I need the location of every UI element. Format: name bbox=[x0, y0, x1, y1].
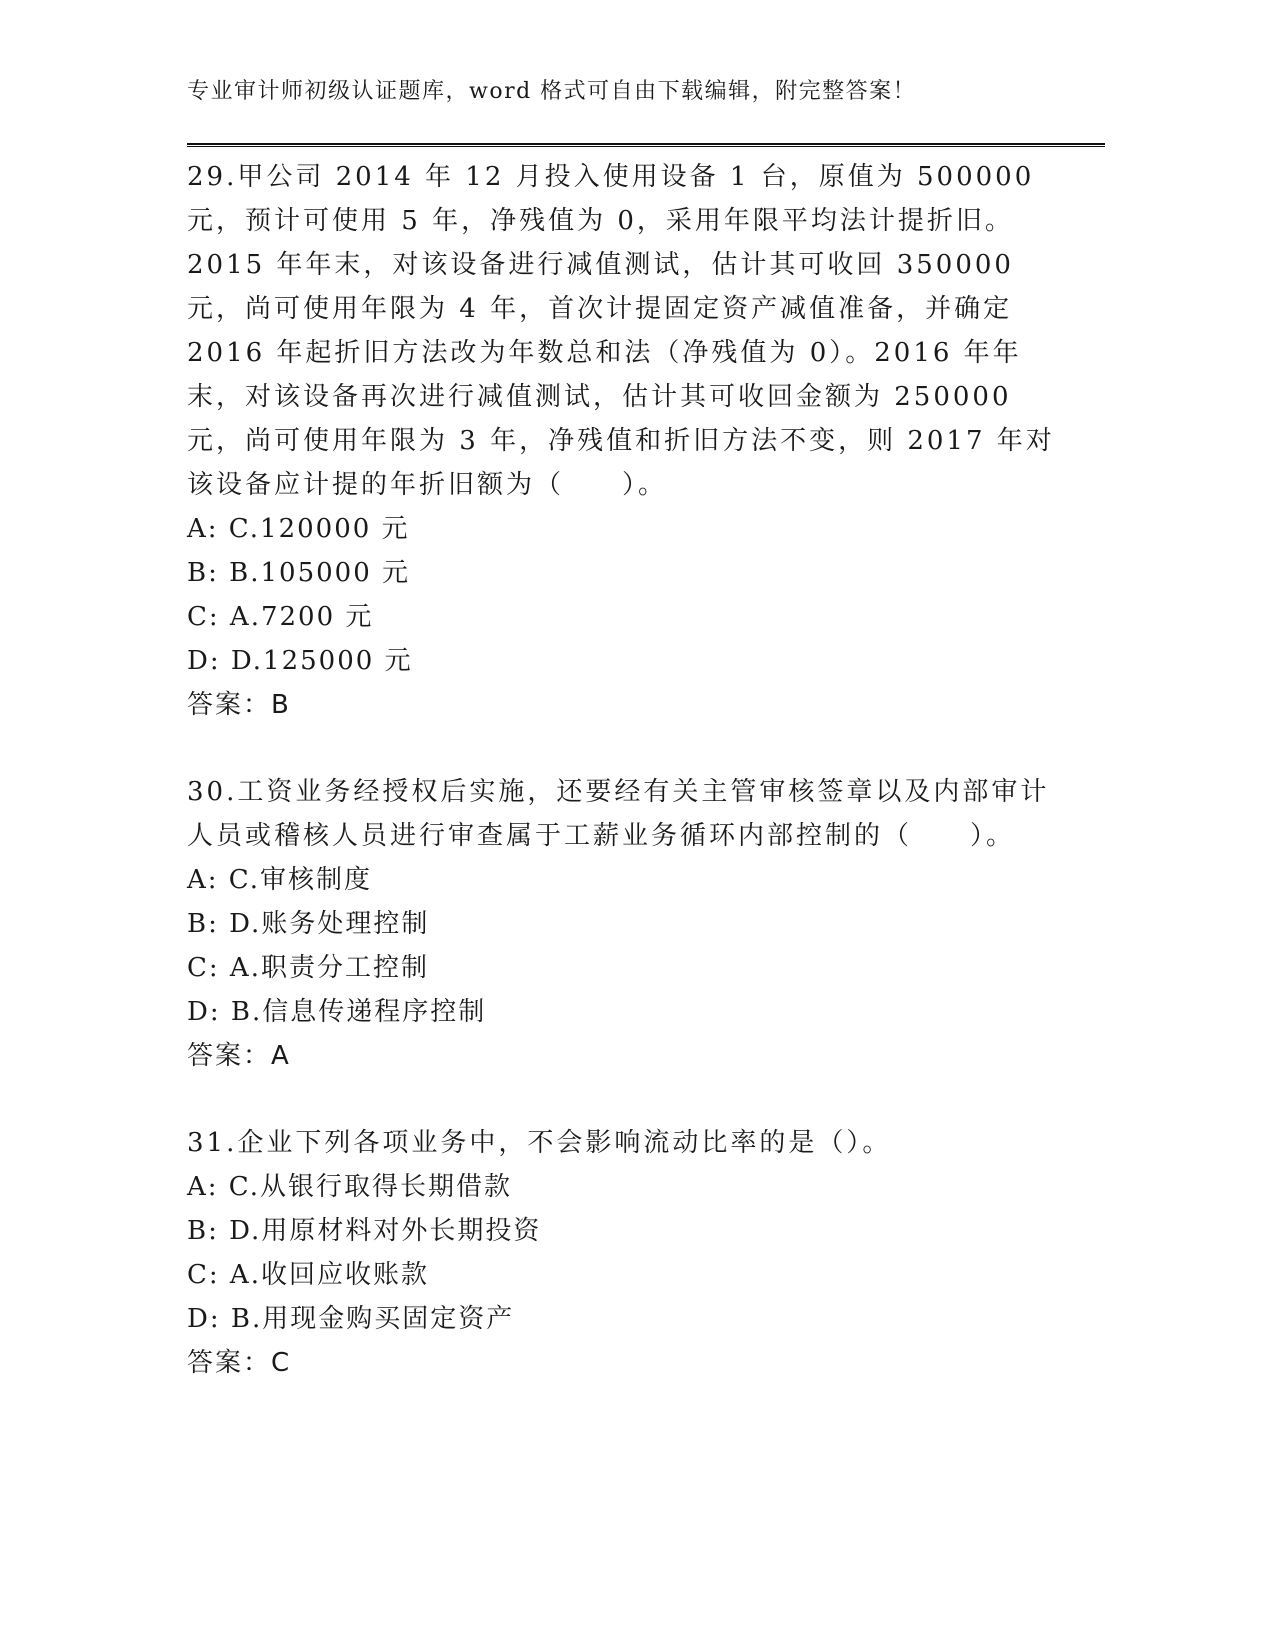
option-b: B: D.用原材料对外长期投资 bbox=[187, 1216, 542, 1246]
question-list bbox=[187, 155, 1067, 1385]
question-spacer bbox=[187, 727, 1067, 770]
answer-line: 答案：C bbox=[187, 1348, 292, 1378]
option-d: D: B.信息传递程序控制 bbox=[187, 997, 487, 1027]
question-31 bbox=[187, 1121, 1067, 1385]
question-stem: 29.甲公司 2014 年 12 月投入使用设备 1 台，原值为 500000 元，预计可使用 5 年，净残值为 0，采用年限平均法计提折旧。2015 年年末，对该设备进行减值测试，估计其可收回 350000 元，尚可使用年限为 4 年，首次计提固定资产减值准备，并确定 2016 年起折旧方法改为年数总和法（净残值为 0）。2016 年年末，对该设备再次进行减值测试，估计其可收回金额为 250000 元，尚可使用年限为 3 年，净残值和折旧方法不变，则 2017 年对该设备应计提的年折旧额为（ ）。 bbox=[187, 162, 1055, 500]
option-d: D: D.125000 元 bbox=[187, 646, 413, 676]
option-b: B: D.账务处理控制 bbox=[187, 909, 430, 939]
option-d: D: B.用现金购买固定资产 bbox=[187, 1304, 515, 1334]
answer-line: 答案：A bbox=[187, 1041, 291, 1071]
option-a: A: C.120000 元 bbox=[187, 514, 410, 544]
answer-line: 答案：B bbox=[187, 690, 291, 720]
question-30 bbox=[187, 770, 1067, 1078]
option-c: C: A.职责分工控制 bbox=[187, 953, 429, 983]
option-b: B: B.105000 元 bbox=[187, 558, 411, 588]
question-29 bbox=[187, 155, 1067, 727]
question-spacer bbox=[187, 1078, 1067, 1121]
question-stem: 30.工资业务经授权后实施，还要经有关主管审核签章以及内部审计人员或稽核人员进行审查属于工薪业务循环内部控制的（ ）。 bbox=[187, 777, 1050, 851]
question-stem: 31.企业下列各项业务中，不会影响流动比率的是（）。 bbox=[187, 1128, 892, 1158]
option-a: A: C.审核制度 bbox=[187, 865, 373, 895]
option-a: A: C.从银行取得长期借款 bbox=[187, 1172, 513, 1202]
header-divider bbox=[187, 143, 1105, 147]
option-c: C: A.收回应收账款 bbox=[187, 1260, 429, 1290]
option-c: C: A.7200 元 bbox=[187, 602, 374, 632]
page-header: 专业审计师初级认证题库，word 格式可自由下载编辑，附完整答案！ bbox=[187, 79, 917, 104]
